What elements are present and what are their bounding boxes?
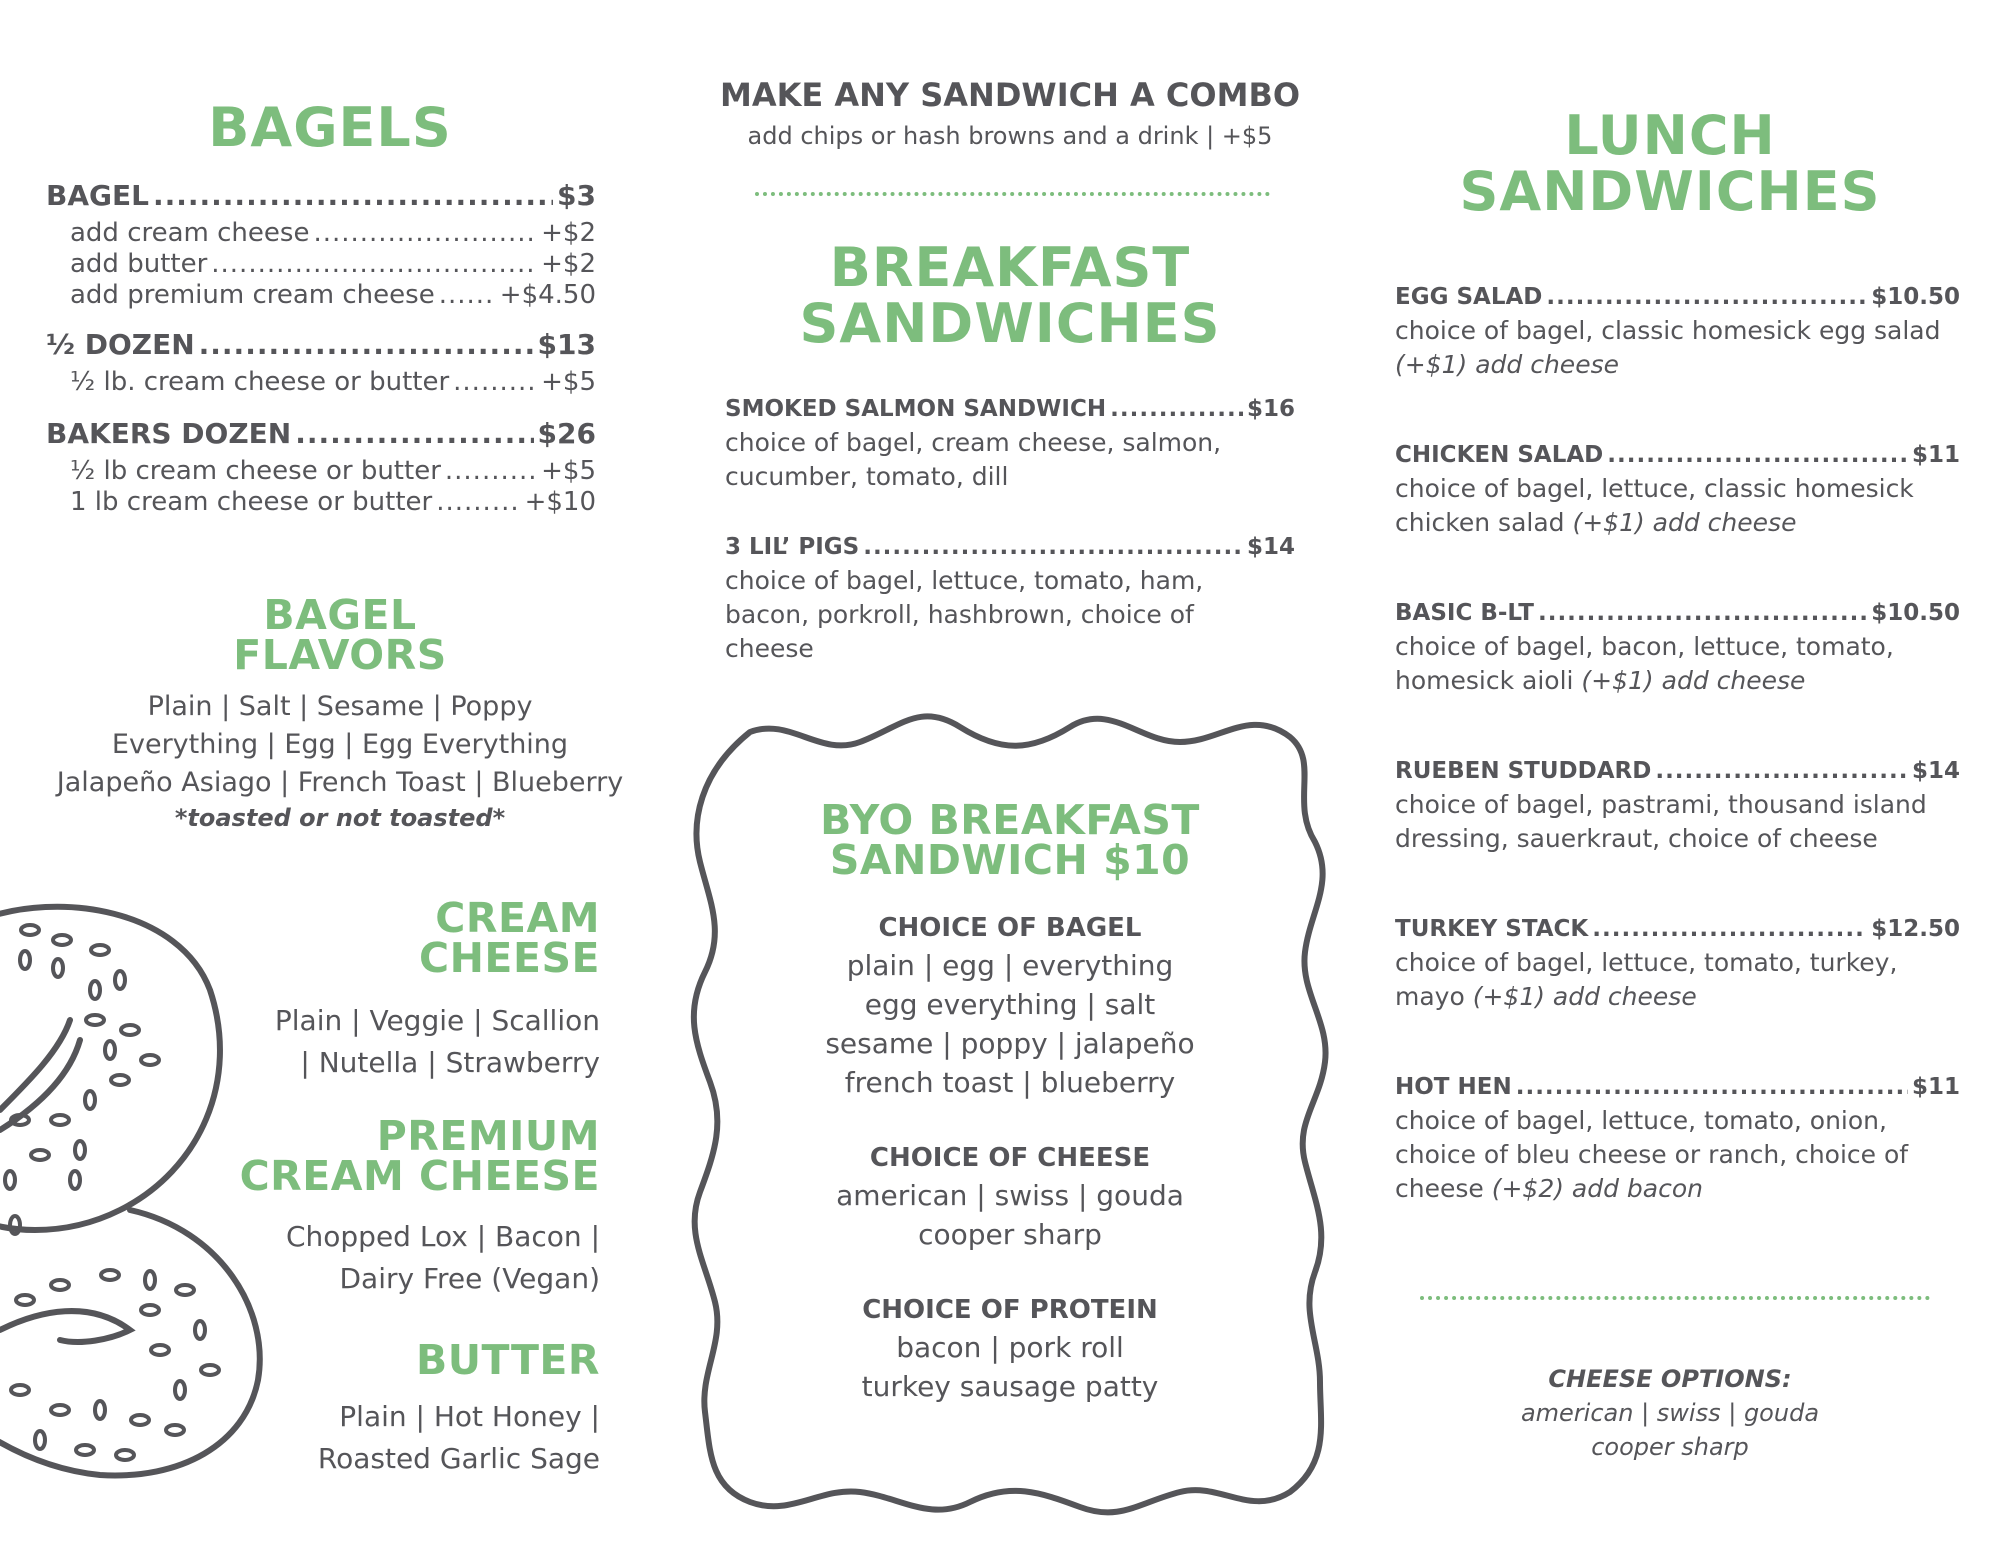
breakfast-title <box>700 236 1320 355</box>
item-price: $11 <box>1911 1074 1960 1100</box>
combo-subtitle: add chips or hash browns and a drink | +$5 <box>747 122 1273 150</box>
addon-price: +$5 <box>541 456 596 486</box>
addon-row <box>70 456 596 487</box>
title-line: CREAM <box>435 894 600 942</box>
addon-label: add premium cream cheese <box>70 280 435 310</box>
choice-line: sesame | poppy | jalapeño <box>825 1027 1195 1060</box>
premium-cream-cheese-list <box>200 1216 600 1300</box>
item-desc: dressing, sauerkraut, choice of cheese <box>1395 824 1878 853</box>
choice-line: cooper sharp <box>918 1218 1102 1251</box>
bakers-dozen-row <box>46 414 596 454</box>
item-name: 3 LIL’ PIGS <box>725 534 860 560</box>
title-line: CHEESE <box>419 934 600 982</box>
item-price: $3 <box>557 179 596 212</box>
item-desc: choice of bagel, bacon, lettuce, tomato, <box>1395 632 1894 661</box>
combo-title: MAKE ANY SANDWICH A COMBO <box>719 76 1301 114</box>
item-name: BAKERS DOZEN <box>46 417 292 450</box>
title-line: PREMIUM <box>376 1112 600 1160</box>
bagel-hole <box>0 1020 70 1110</box>
title-line: SANDWICH $10 <box>829 836 1191 884</box>
toasted-note: *toasted or not toasted* <box>174 804 506 832</box>
bagel-flavors-list <box>20 688 660 834</box>
item-name: HOT HEN <box>1395 1074 1512 1100</box>
choice-line: egg everything | salt <box>864 988 1156 1021</box>
lunch-item <box>1395 1070 1960 1206</box>
addon-row <box>70 249 596 280</box>
item-price: $12.50 <box>1871 916 1960 942</box>
title-line: SANDWICHES <box>1459 160 1881 223</box>
item-name: SMOKED SALMON SANDWICH <box>725 396 1107 422</box>
addon-price: +$2 <box>541 249 596 279</box>
divider-bottom <box>1420 1296 1930 1300</box>
item-desc: cucumber, tomato, dill <box>725 462 1009 491</box>
cheese-options <box>1400 1362 1940 1464</box>
item-name: BASIC B-LT <box>1395 600 1534 626</box>
option-line: Plain | Veggie | Scallion <box>274 1004 600 1037</box>
breakfast-item <box>725 392 1295 494</box>
item-name: TURKEY STACK <box>1395 916 1589 942</box>
item-extra: (+$1) add cheese <box>1472 982 1697 1011</box>
bagel-outline <box>0 907 220 1230</box>
item-price: $11 <box>1911 442 1960 468</box>
addon-row <box>70 280 596 311</box>
choice-line: french toast | blueberry <box>844 1066 1176 1099</box>
choice-line: turkey sausage patty <box>861 1370 1159 1403</box>
choice-line: bacon | pork roll <box>896 1331 1124 1364</box>
lunch-item <box>1395 280 1960 382</box>
title-line: BREAKFAST <box>829 236 1191 299</box>
item-extra: (+$1) add cheese <box>1581 666 1806 695</box>
addon-price: +$5 <box>541 367 596 397</box>
item-price: $10.50 <box>1871 600 1960 626</box>
addon-row <box>70 367 596 398</box>
addon-label: ½ lb cream cheese or butter <box>70 456 441 486</box>
choice-line: american | swiss | gouda <box>836 1179 1184 1212</box>
item-name: RUEBEN STUDDARD <box>1395 758 1652 784</box>
butter-list <box>200 1396 600 1480</box>
addon-label: add cream cheese <box>70 218 310 248</box>
lunch-item <box>1395 438 1960 540</box>
cheese-options-title: CHEESE OPTIONS: <box>1548 1365 1792 1393</box>
bagel-flavors-title <box>150 591 530 679</box>
bagels-title: BAGELS <box>208 96 452 159</box>
option-line: Plain | Hot Honey | <box>339 1400 600 1433</box>
item-desc: choice of bleu cheese or ranch, choice of <box>1395 1140 1909 1169</box>
item-desc: choice of bagel, cream cheese, salmon, <box>725 428 1222 457</box>
lunch-list <box>1395 280 1960 1206</box>
item-desc: choice of bagel, lettuce, tomato, turkey, <box>1395 948 1898 977</box>
item-price: $14 <box>1246 534 1295 560</box>
cheese-option-line: cooper sharp <box>1591 1433 1749 1461</box>
divider-top <box>755 192 1270 196</box>
addon-label: add butter <box>70 249 208 279</box>
option-line: Roasted Garlic Sage <box>317 1442 600 1475</box>
title-line: FLAVORS <box>233 631 447 679</box>
item-desc: choice of bagel, lettuce, classic homesick <box>1395 474 1914 503</box>
cheese-option-line: american | swiss | gouda <box>1520 1399 1820 1427</box>
item-name: EGG SALAD <box>1395 284 1543 310</box>
half-dozen-row <box>46 325 596 365</box>
item-desc: choice of bagel, pastrami, thousand island <box>1395 790 1927 819</box>
premium-cream-cheese-title <box>200 1112 600 1200</box>
item-price: $14 <box>1911 758 1960 784</box>
choice-heading: CHOICE OF CHEESE <box>869 1143 1151 1173</box>
item-extra: (+$1) add cheese <box>1395 350 1619 379</box>
addon-price: +$4.50 <box>499 280 596 310</box>
bagel-hole <box>0 1311 130 1342</box>
lunch-title <box>1400 104 1940 223</box>
breakfast-item <box>725 530 1295 666</box>
addon-row <box>70 218 596 249</box>
byo-options <box>760 910 1260 1406</box>
sesame-seeds <box>5 925 219 1460</box>
lunch-item <box>1395 912 1960 1014</box>
item-desc: homesick aioli <box>1395 666 1582 695</box>
item-price: $13 <box>537 328 596 361</box>
cream-cheese-title <box>330 894 600 982</box>
byo-title <box>760 796 1260 884</box>
addon-price: +$2 <box>541 218 596 248</box>
item-price: $10.50 <box>1871 284 1960 310</box>
bagels-price-list <box>46 176 596 518</box>
item-name: ½ DOZEN <box>46 328 195 361</box>
option-line: Dairy Free (Vegan) <box>339 1262 600 1295</box>
lunch-item <box>1395 596 1960 698</box>
item-desc: choice of bagel, classic homesick egg salad <box>1395 316 1941 345</box>
item-desc: bacon, porkroll, hashbrown, choice of <box>725 600 1194 629</box>
item-name: CHICKEN SALAD <box>1395 442 1604 468</box>
item-desc: cheese <box>1395 1174 1492 1203</box>
item-desc: cheese <box>725 634 814 663</box>
addon-price: +$10 <box>524 487 596 517</box>
item-extra: (+$2) add bacon <box>1491 1174 1704 1203</box>
item-desc: choice of bagel, lettuce, tomato, ham, <box>725 566 1204 595</box>
addon-label: 1 lb cream cheese or butter <box>70 487 433 517</box>
item-extra: (+$1) add cheese <box>1572 508 1797 537</box>
option-line: Chopped Lox | Bacon | <box>285 1220 600 1253</box>
lunch-item <box>1395 754 1960 856</box>
item-desc: chicken salad <box>1395 508 1573 537</box>
title-line: SANDWICHES <box>799 292 1221 355</box>
item-price: $26 <box>537 417 596 450</box>
item-desc: mayo <box>1395 982 1473 1011</box>
choice-heading: CHOICE OF BAGEL <box>878 913 1142 943</box>
title-line: BYO BREAKFAST <box>820 796 1200 844</box>
flavor-line: Plain | Salt | Sesame | Poppy <box>147 691 533 722</box>
item-desc: choice of bagel, lettuce, tomato, onion, <box>1395 1106 1887 1135</box>
addon-row <box>70 487 596 518</box>
title-line: BAGEL <box>263 591 417 639</box>
flavor-line: Everything | Egg | Egg Everything <box>111 729 569 760</box>
title-line: LUNCH <box>1564 104 1776 167</box>
item-price: $16 <box>1246 396 1295 422</box>
flavor-line: Jalapeño Asiago | French Toast | Blueberry <box>56 767 624 798</box>
bagel-row <box>46 176 596 216</box>
addon-label: ½ lb. cream cheese or butter <box>70 367 450 397</box>
item-name: BAGEL <box>46 179 149 212</box>
option-line: | Nutella | Strawberry <box>300 1046 600 1079</box>
choice-line: plain | egg | everything <box>846 949 1174 982</box>
butter-title: BUTTER <box>416 1336 600 1384</box>
title-line: CREAM CHEESE <box>239 1152 600 1200</box>
cream-cheese-list <box>200 1000 600 1084</box>
choice-heading: CHOICE OF PROTEIN <box>862 1295 1158 1325</box>
